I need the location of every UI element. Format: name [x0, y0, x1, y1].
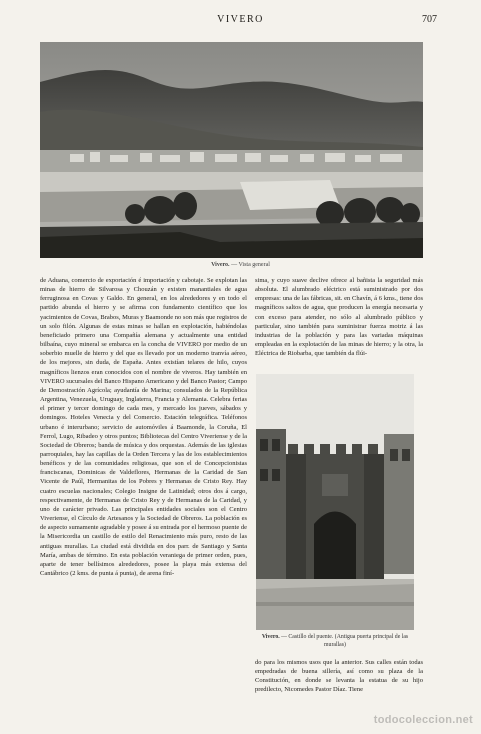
text-column-right-top: sima, y cuyo suave declive ofrece al bañista la seguridad más absoluta. El alumbrado eléctrico está suministrado por dos empresas: una de las fábricas, sit. en Chavín, á 6 kms., tiene dos magníficos saltos de agua, que producen la energía necesaria y con exceso para atender, no sólo al alumbrado público y particular, sino también para suministrar fuerza motriz á las industrias de la población y para las variadas máquinas empleadas en la explotación de las minas de hierro; y la otra, la Eléctrica de Riobarba, que también da flúi-	[255, 277, 423, 358]
figure-caption-right	[256, 634, 414, 649]
caption-text: — Vista general	[231, 262, 270, 268]
caption-text: — Castillo del puente. (Antigua puerta principal de las murallas)	[281, 634, 409, 648]
text-column-left: de Aduana, comercio de exportación é importación y cabotaje. Se explotan las minas de hierro de Silvarosa y Chouzán y existen manantiales de agua ferruginosa en Covas y Galdo. En general, en los alrededores y en todo el partido abunda el hierro y se afirma con fundamento científico que los yacimientos de Covas, Brabos, Muras y Baamonde no son más que registros de un solo filón. Algunas de estas minas se hallan en explotación, habiéndolas beneficiado primero una Compañía alemana y actualmente una entidad bilbaína, cuyo mineral se embarca en la concha de VIVERO por medio de un soberbio muelle de hierro y del que es llevado por un moderno tranvía aéreo, de los mejores, sin duda, de España. Antes existían telares de hilo, cuyos magníficos lienzos eran conocidos con el nombre de viveros. Hay también en VIVERO sucursales del Banco Hispano Americano y del Banco Pastor; Campo de Demostración Agrícola; ayudantía de Marina; consulados de la República Argentina, Venezuela, Uruguay, Inglaterra, Francia y Alemania. Celebra ferias el primer y tercer domingo de cada mes, y mercado los jueves, sábados y domingos. Hoteles Venecia y del Comercio. Estación telegráfica. Teléfonos urbano é interurbano; servicio de automóviles á Baamonde, la Coruña, El Ferrol, Lugo, Ribadeo y otros puntos; Bibliotecas del Centro Viveriense y de la Sociedad de Obreros; banda de música y dos orquestas. Además de las iglesias parroquiales, hay las capillas de la Orden Tercera y las de los establecimientos benéficos y de las comunidades religiosas, que son el de Concepcionistas franciscanas, Dominicas de Valdeflores, Hermanas de la Caridad de San Vicente de Paúl, Hermanitas de los Pobres y Hermanas de Cristo Rey. Hay cuatro escuelas nacionales; Colegio Insigne de Latinidad; otros dos á cargo, respectivamente, de Hermanas de Cristo Rey y de Hermanas de la Caridad, y uno de carácter privado. Las principales entidades sociales son el Centro Viveriense, el Círculo de Artesanos y la Sociedad de Obreros. La población es de aspecto sumamente agradable y posee á su entrada por el hermoso puente de la Misericordia un castillo de estilo del Renacimiento más puro, resto de las antiguas murallas. La ciudad está dividida en dos parr. de Santiago y Santa María, ambas de término. En esta población veraniega de primer orden, pues, aparte de tener bellísimos alrededores, posee la playa más extensa del Cantábrico (2 kms. de punta á punta), de arena finí-	[40, 277, 247, 577]
caption-label: Vivero.	[261, 634, 280, 640]
vista-general-photo	[40, 42, 423, 258]
running-title: VIVERO	[217, 14, 264, 25]
running-head	[0, 10, 481, 30]
figure-caption-top	[0, 262, 481, 268]
vista-general-image	[40, 42, 423, 258]
caption-label: Vivero.	[211, 262, 230, 268]
castillo-puente-image	[256, 374, 414, 630]
castillo-puente-photo	[256, 374, 414, 630]
text-column-right-bottom: do para los mismos usos que la anterior. Sus calles están todas empedradas de buena sillería, así como su plaza de la Constitución, en donde se levanta la estatua de su hijo predilecto, Nicomedes Pastor Díaz. Tiene	[255, 659, 423, 694]
watermark: todocoleccion.net	[373, 714, 473, 726]
page-number: 707	[422, 14, 437, 25]
